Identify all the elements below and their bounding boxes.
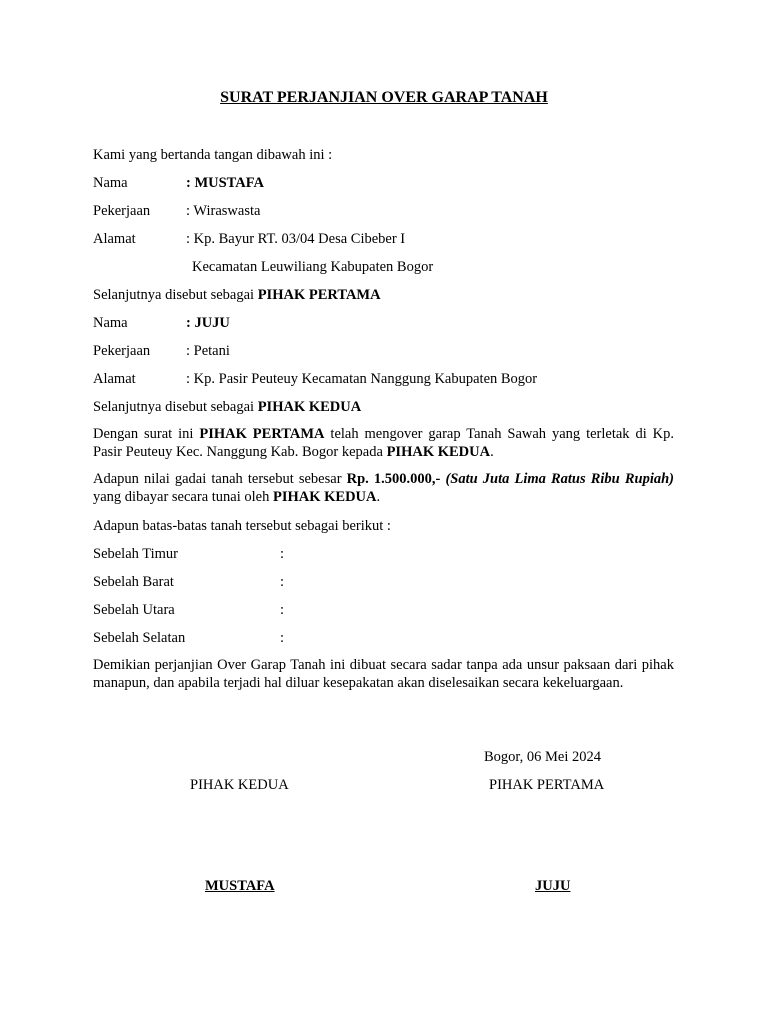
payment-amount: Rp. 1.500.000,- — [346, 471, 441, 487]
party1-alamat-label: Alamat — [93, 231, 136, 247]
party2-designation-prefix: Selanjutnya disebut sebagai — [93, 399, 258, 415]
signature-right-name: JUJU — [535, 878, 571, 894]
intro-text: Kami yang bertanda tangan dibawah ini : — [93, 147, 333, 163]
party2-nama-value: : JUJU — [186, 315, 230, 331]
transfer-paragraph — [93, 425, 674, 461]
transfer-party-first: PIHAK PERTAMA — [199, 426, 325, 442]
party1-designation — [93, 286, 381, 304]
document-title: SURAT PERJANJIAN OVER GARAP TANAH — [220, 89, 548, 106]
party1-pekerjaan-label: Pekerjaan — [93, 203, 151, 219]
party2-pekerjaan-value: : Petani — [186, 343, 230, 359]
boundary-north-colon: : — [280, 602, 285, 618]
party1-pekerjaan-value: : Wiraswasta — [186, 203, 261, 219]
payment-party: PIHAK KEDUA — [272, 489, 377, 505]
boundary-south-label: Sebelah Selatan — [93, 630, 186, 646]
boundary-west-colon: : — [280, 574, 285, 590]
party2-alamat-value: : Kp. Pasir Peuteuy Kecamatan Nanggung Kabupaten Bogor — [186, 371, 538, 387]
payment-paragraph — [93, 470, 674, 506]
party1-designation-role: PIHAK PERTAMA — [257, 287, 381, 303]
transfer-party-second: PIHAK KEDUA — [386, 444, 491, 460]
closing-paragraph: Demikian perjanjian Over Garap Tanah ini dibuat secara sadar tanpa ada unsur paksaan dari pihak manapun, dan apabila terjadi hal diluar kesepakatan akan diselesaikan secara kekeluargaan. — [93, 657, 674, 691]
party2-pekerjaan-label: Pekerjaan — [93, 343, 151, 359]
place-date: Bogor, 06 Mei 2024 — [484, 749, 602, 765]
signature-left-role: PIHAK KEDUA — [190, 777, 289, 793]
transfer-text-1: Dengan surat ini — [93, 426, 200, 442]
payment-text-1: Adapun nilai gadai tanah tersebut sebesar — [93, 471, 347, 487]
boundary-north-label: Sebelah Utara — [93, 602, 175, 618]
payment-amount-words: (Satu Juta Lima Ratus Ribu Rupiah) — [445, 471, 674, 487]
transfer-text-3: . — [490, 444, 494, 460]
party2-alamat-label: Alamat — [93, 371, 136, 387]
boundary-south-colon: : — [280, 630, 285, 646]
signature-left-name: MUSTAFA — [205, 878, 275, 894]
payment-text-3: . — [376, 489, 381, 505]
party1-nama-value: : MUSTAFA — [186, 175, 264, 191]
party1-designation-prefix: Selanjutnya disebut sebagai — [93, 287, 258, 303]
boundary-east-label: Sebelah Timur — [93, 546, 178, 562]
signature-right-role: PIHAK PERTAMA — [489, 777, 605, 793]
boundaries-intro: Adapun batas-batas tanah tersebut sebagai berikut : — [93, 518, 391, 534]
payment-text-2: yang dibayar secara tunai oleh — [93, 489, 273, 505]
party2-designation-role: PIHAK KEDUA — [257, 399, 362, 415]
party2-designation — [93, 398, 361, 416]
party2-nama-label: Nama — [93, 315, 128, 331]
transfer-text-2: telah mengover garap Tanah Sawah yang terletak di Kp. Pasir Peuteuy Kec. Nanggung Kab. Bogor kepada — [93, 426, 674, 460]
party1-alamat-line1: : Kp. Bayur RT. 03/04 Desa Cibeber I — [186, 231, 406, 247]
party1-nama-label: Nama — [93, 175, 128, 191]
boundary-east-colon: : — [280, 546, 285, 562]
boundary-west-label: Sebelah Barat — [93, 574, 174, 590]
party1-alamat-line2: Kecamatan Leuwiliang Kabupaten Bogor — [192, 259, 434, 275]
